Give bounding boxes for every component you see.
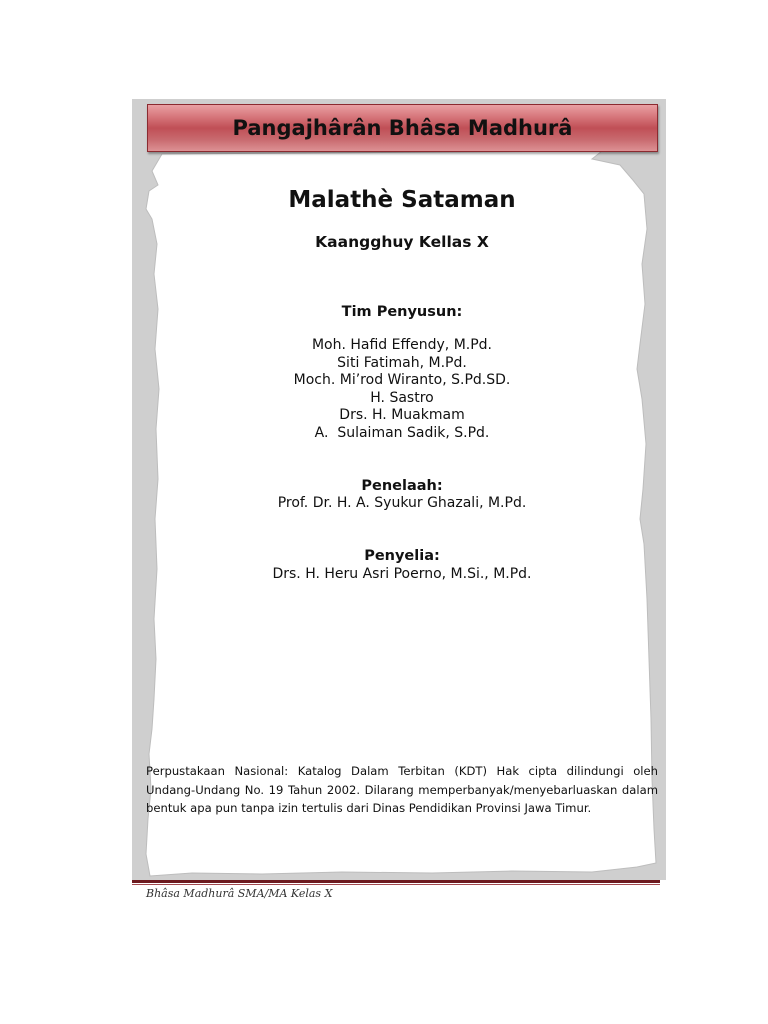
author-name: Siti Fatimah, M.Pd. xyxy=(337,354,467,371)
book-subtitle: Kaangghuy Kellas X xyxy=(315,233,489,251)
course-banner xyxy=(147,104,658,152)
author-name: Drs. H. Muakmam xyxy=(339,407,465,424)
author-name: Moch. Mi’rod Wiranto, S.Pd.SD. xyxy=(293,372,511,389)
author-list xyxy=(132,337,672,443)
author-name: Moh. Hafid Effendy, M.Pd. xyxy=(311,337,493,353)
reviewer-name: Prof. Dr. H. A. Syukur Ghazali, M.Pd. xyxy=(277,495,527,511)
supervisor-heading: Penyelia: xyxy=(364,548,440,564)
author-name: A. Sulaiman Sadik, S.Pd. xyxy=(314,424,490,441)
book-title: Malathè Sataman xyxy=(288,187,516,213)
team-heading: Tim Penyusun: xyxy=(341,304,463,320)
reviewer-heading: Penelaah: xyxy=(361,478,443,494)
supervisor-name: Drs. H. Heru Asri Poerno, M.Si., M.Pd. xyxy=(272,566,532,582)
page-footer: Bhâsa Madhurâ SMA/MA Kelas X xyxy=(146,887,333,900)
footer-rule-thin xyxy=(132,884,660,885)
copyright-notice: Perpustakaan Nasional: Katalog Dalam Terbitan (KDT) Hak cipta dilindungi oleh Undang-Undang No. 19 Tahun 2002. Dilarang memperbanyak/menyebarluaskan dalam bentuk apa pun tanpa izin tertulis dari Dinas Pendidikan Provinsi Jawa Timur. xyxy=(146,764,658,815)
banner-title: Pangajhârân Bhâsa Madhurâ xyxy=(232,116,573,140)
footer-rule xyxy=(132,880,660,883)
author-name: H. Sastro xyxy=(370,389,434,406)
